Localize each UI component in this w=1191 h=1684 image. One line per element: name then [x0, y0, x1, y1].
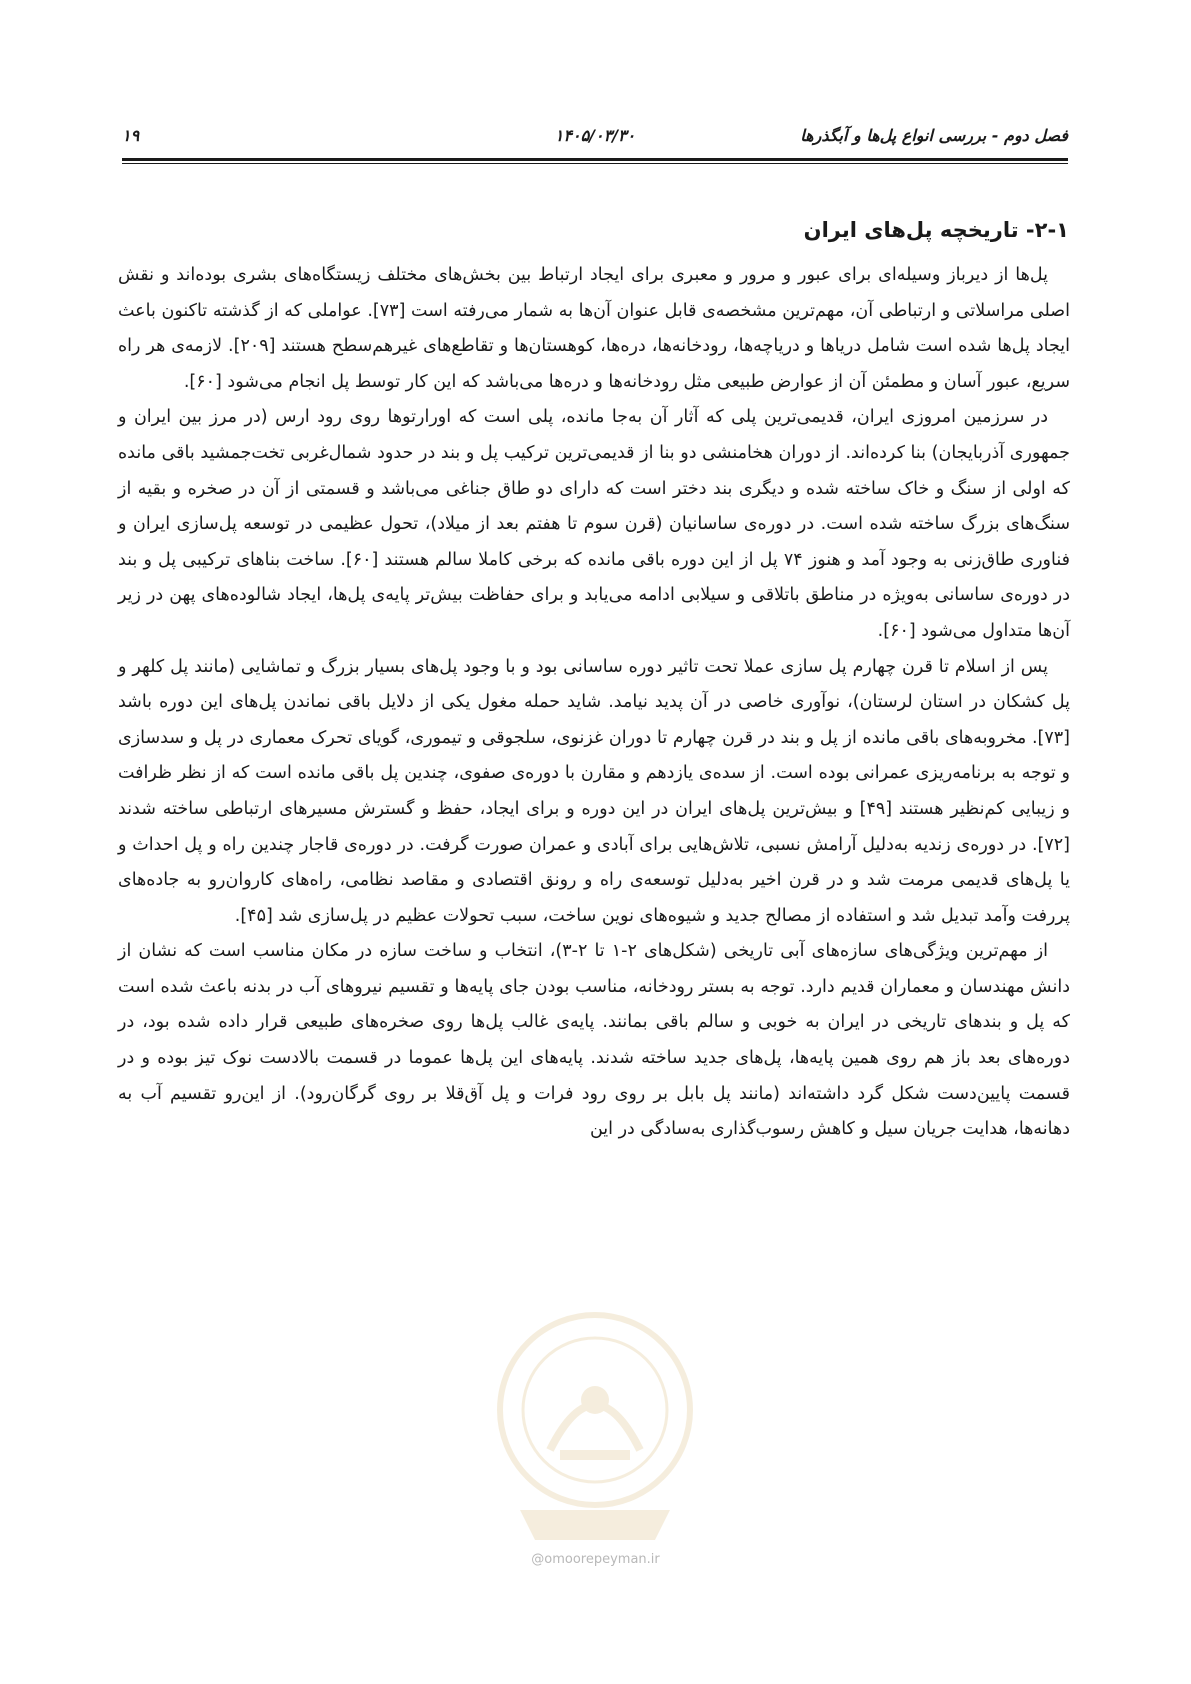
logo-seal-watermark-icon [490, 1300, 700, 1550]
watermark-text: @omoorepeyman.ir [531, 1552, 660, 1567]
header-rule-thick [122, 158, 1068, 161]
section-heading: ۲-۱- تاریخچه پل‌های ایران [803, 218, 1069, 242]
paragraph: در سرزمین امروزی ایران، قدیمی‌ترین پلی که آثار آن به‌جا مانده، پلی است که اورارتوها روی رود ارس (در مرز بین ایران و جمهوری آذربایجان) بنا کرده‌اند. از دوران هخامنشی دو بنا از قدیمی‌ترین ترکیب پل و بند در حدود شمال‌غربی تخت‌جمشید باقی مانده که اولی از سنگ و خاک ساخته شده و دیگری بند دختر است که دارای دو طاق جناغی می‌باشد و قسمتی از آن در صخره و بقیه از سنگ‌های بزرگ ساخته شده است. در دوره‌ی ساسانیان (قرن سوم تا هفتم بعد از میلاد)، تحول عظیمی در توسعه پل‌سازی ایران و فناوری طاق‌زنی به وجود آمد و هنوز ۷۴ پل از این دوره باقی مانده که برخی کاملا سالم هستند [۶۰]. ساخت بناهای ترکیبی پل و بند در دوره‌ی ساسانی به‌ویژه در مناطق باتلاقی و سیلابی ادامه می‌یابد و برای حفاظت بیش‌تر پایه‌ی پل‌ها، ایجاد شالوده‌های پهن در زیر آن‌ها متداول می‌شود [۶۰]. [118, 407, 1070, 641]
chapter-title: فصل دوم - بررسی انواع پل‌ها و آبگذرها [800, 126, 1068, 145]
page-number: ۱۹ [122, 126, 140, 145]
paragraph: پل‌ها از دیرباز وسیله‌ای برای عبور و مرور و معبری برای ایجاد ارتباط بین بخش‌های مختلف زیستگاه‌های بشری بوده‌اند و نقش اصلی مراسلاتی و ارتباطی آن، مهم‌ترین مشخصه‌ی قابل عنوان آن‌ها به شمار می‌رفته است [۷۳]. عواملی که از گذشته تاکنون باعث ایجاد پل‌ها شده است شامل دریاها و دریاچه‌ها، رودخانه‌ها، دره‌ها، کوهستان‌ها و تقاطع‌های غیرهم‌سطح هستند [۲۰۹]. لازمه‌ی هر راه سریع، عبور آسان و مطمئن آن از عوارض طبیعی مثل رودخانه‌ها و دره‌ها می‌باشد که این کار توسط پل انجام می‌شود [۶۰]. [118, 265, 1070, 392]
header-date: ۱۴۰۵/۰۳/۳۰ [554, 126, 636, 145]
running-header [122, 126, 1068, 154]
paragraph: از مهم‌ترین ویژگی‌های سازه‌های آبی تاریخی (شکل‌های ۲-۱ تا ۲-۳)، انتخاب و ساخت سازه در مکان مناسب است که نشان از دانش مهندسان و معماران قدیم دارد. توجه به بستر رودخانه، مناسب بودن جای پایه‌ها و تقسیم نیروهای آب در بدنه باعث شده است که پل و بندهای تاریخی در ایران به خوبی و سالم باقی بمانند. پایه‌ی غالب پل‌ها روی صخره‌های طبیعی قرار داده شده بود، در دوره‌های بعد باز هم روی همین پایه‌ها، پل‌های جدید ساخته شدند. پایه‌های این پل‌ها عموما در قسمت بالادست نوک تیز بوده و در قسمت پایین‌دست شکل گرد داشته‌اند (مانند پل بابل بر روی رود فرات و پل آق‌قلا بر روی گرگان‌رود). از این‌رو تقسیم آب به دهانه‌ها، هدایت جریان سیل و کاهش رسوب‌گذاری به‌سادگی در این [118, 941, 1070, 1140]
paragraph: پس از اسلام تا قرن چهارم پل سازی عملا تحت تاثیر دوره ساسانی بود و با وجود پل‌های بسیار بزرگ و تماشایی (مانند پل کلهر و پل کشکان در استان لرستان)، نوآوری خاصی در آن پدید نیامد. شاید حمله مغول یکی از دلایل باقی نماندن پل‌های این دوره باشد [۷۳]. مخروبه‌های باقی مانده از پل و بند در قرن چهارم تا دوران غزنوی، سلجوقی و تیموری، گویای تحرک معماری در پل و سدسازی و توجه به برنامه‌ریزی عمرانی بوده است. از سده‌ی یازدهم و مقارن با دوره‌ی صفوی، چندین پل باقی مانده است که از نظر ظرافت و زیبایی کم‌نظیر هستند [۴۹] و بیش‌ترین پل‌های ایران در این دوره و برای ایجاد، حفظ و گسترش مسیرهای ارتباطی ساخته شدند [۷۲]. در دوره‌ی زندیه به‌دلیل آرامش نسبی، تلاش‌هایی برای آبادی و عمران صورت گرفت. در دوره‌ی قاجار چندین راه و پل احداث و یا پل‌های قدیمی مرمت شد و در قرن اخیر به‌دلیل توسعه‌ی راه و رونق اقتصادی و مقاصد نظامی، راه‌های کاروان‌رو به جاده‌های پررفت وآمد تبدیل شد و استفاده از مصالح جدید و شیوه‌های نوین ساخت، سبب تحولات عظیم در پل‌سازی شد [۴۵]. [118, 656, 1070, 926]
header-rule-thin [122, 163, 1068, 164]
body-text [118, 258, 1070, 1148]
